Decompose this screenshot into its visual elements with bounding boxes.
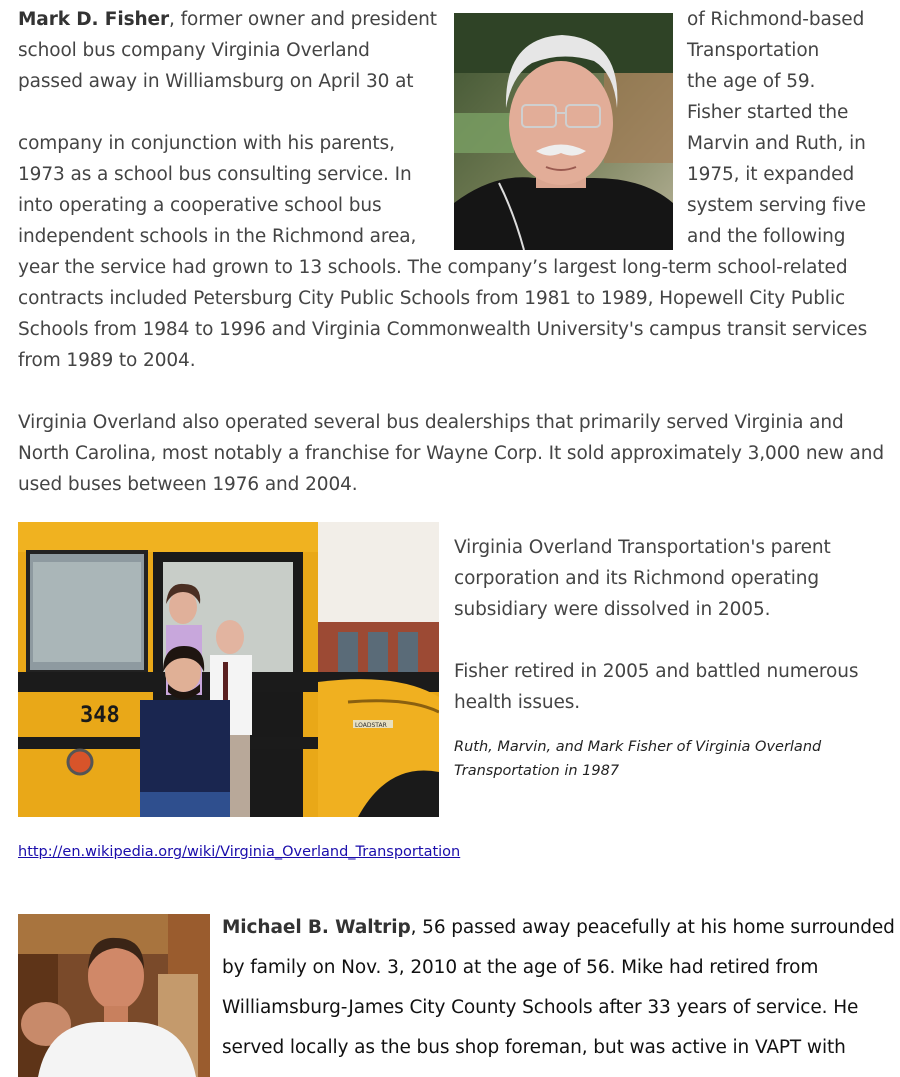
fisher-line-1: Mark D. Fisher, former owner and president — [18, 9, 437, 30]
bus-number: 348 — [80, 703, 120, 728]
fisher-right-line-6: 1975, it expanded — [687, 164, 855, 185]
dealer-line-2: North Carolina, most notably a franchise for Wayne Corp. It sold approximately 3,000 new and — [18, 443, 885, 464]
fisher-full-line-2: contracts included Petersburg City Public Schools from 1981 to 1989, Hopewell City Public — [18, 288, 846, 309]
fisher-right-line-8: and the following — [687, 226, 846, 247]
fisher-full-line-4: from 1989 to 2004. — [18, 350, 196, 371]
fisher-right-line-7: system serving five — [687, 195, 866, 216]
fisher-line-3: passed away in Williamsburg on April 30 at — [18, 71, 414, 92]
fisher-right-line-1: of Richmond-based — [687, 9, 865, 30]
waltrip-line-3: Williamsburg-James City County Schools after 33 years of service. He — [222, 997, 859, 1018]
fisher-name: Mark D. Fisher — [18, 9, 170, 30]
side-line-2: corporation and its Richmond operating — [454, 568, 820, 589]
fisher-line-2: school bus company Virginia Overland — [18, 40, 370, 61]
side-line-6: health issues. — [454, 692, 581, 713]
side-line-1: Virginia Overland Transportation's parent — [454, 537, 831, 558]
caption-line-2: Transportation in 1987 — [454, 763, 620, 779]
bus-family-photo — [18, 522, 439, 817]
caption-line-1: Ruth, Marvin, and Mark Fisher of Virginia Overland — [454, 739, 822, 755]
side-line-3: subsidiary were dissolved in 2005. — [454, 599, 771, 620]
waltrip-line-2: by family on Nov. 3, 2010 at the age of 56. Mike had retired from — [222, 957, 819, 978]
side-line-5: Fisher retired in 2005 and battled numerous — [454, 661, 859, 682]
fisher-full-line-1: year the service had grown to 13 schools. The company’s largest long-term school-related — [18, 257, 848, 278]
fisher-right-line-5: Marvin and Ruth, in — [687, 133, 866, 154]
fisher-line-8: independent schools in the Richmond area, — [18, 226, 417, 247]
dealer-line-1: Virginia Overland also operated several bus dealerships that primarily served Virginia and — [18, 412, 844, 433]
fisher-line-7: into operating a cooperative school bus — [18, 195, 382, 216]
waltrip-photo — [18, 914, 210, 1077]
fisher-portrait — [454, 13, 673, 250]
wikipedia-link[interactable]: http://en.wikipedia.org/wiki/Virginia_Overland_Transportation — [18, 844, 461, 860]
waltrip-name: Michael B. Waltrip — [222, 917, 411, 938]
dealer-line-3: used buses between 1976 and 2004. — [18, 474, 358, 495]
fisher-right-line-4: Fisher started the — [687, 102, 849, 123]
bus-badge-text: LOADSTAR — [355, 722, 387, 729]
fisher-line-5: company in conjunction with his parents, — [18, 133, 395, 154]
waltrip-line-4: served locally as the bus shop foreman, but was active in VAPT with — [222, 1037, 846, 1058]
fisher-right-line-2: Transportation — [687, 40, 820, 61]
waltrip-line-1: Michael B. Waltrip, 56 passed away peacefully at his home surrounded — [222, 917, 895, 938]
fisher-line-6: 1973 as a school bus consulting service. In — [18, 164, 412, 185]
fisher-right-line-3: the age of 59. — [687, 71, 816, 92]
fisher-full-line-3: Schools from 1984 to 1996 and Virginia Commonwealth University's campus transit services — [18, 319, 868, 340]
